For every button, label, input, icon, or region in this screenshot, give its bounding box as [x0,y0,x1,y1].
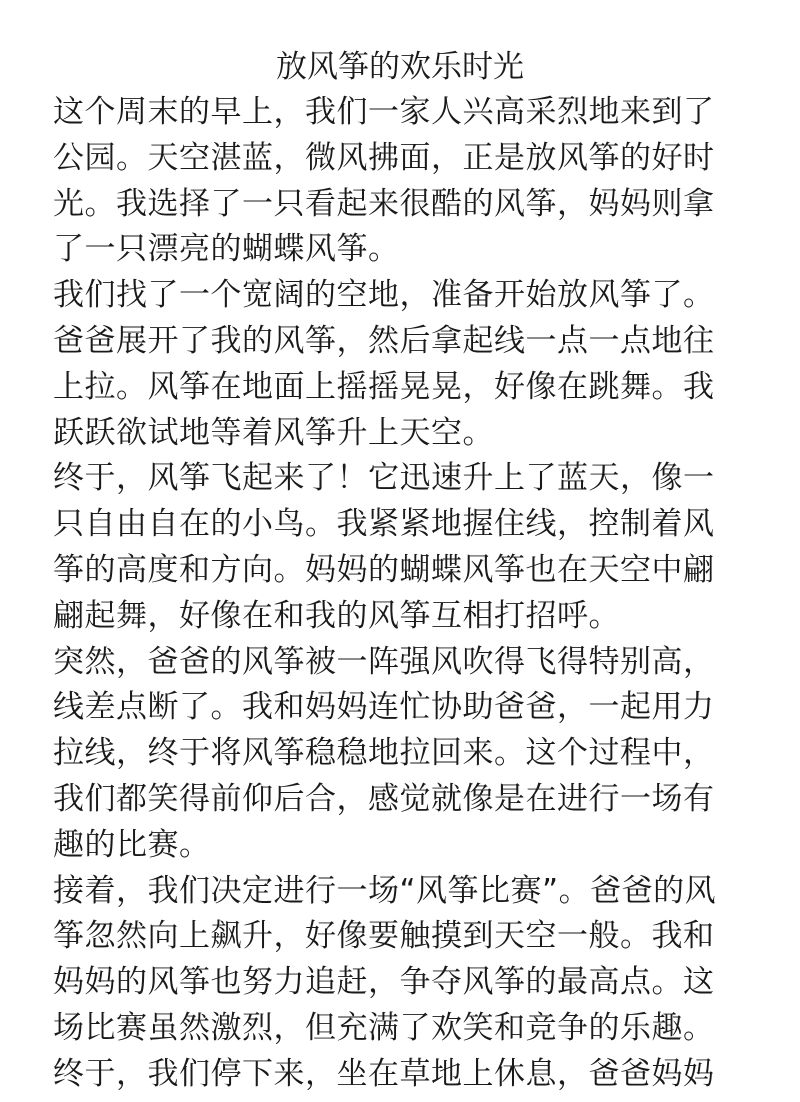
text-line: 公园。天空湛蓝，微风拂面，正是放风筝的好时 [53,139,715,176]
text-line: 上拉。风筝在地面上摇摇晃晃，好像在跳舞。我 [53,368,715,405]
text-line: 这个周末的早上，我们一家人兴高采烈地来到了 [53,94,715,130]
text-line: 筝忽然向上飙升，好像要触摸到天空一般。我和 [53,918,715,955]
text-line: 拉线，终于将风筝稳稳地拉回来。这个过程中， [53,735,715,772]
text-line-partial: 终于，我们停下来，坐在草地上休息，爸爸妈妈 [53,1055,715,1092]
text-line: 我们找了一个宽阔的空地，准备开始放风筝了。 [53,277,715,314]
text-line: 光。我选择了一只看起来很酷的风筝，妈妈则拿 [53,185,715,222]
text-line: 只自由自在的小鸟。我紧紧地握住线，控制着风 [53,506,715,543]
text-line: 妈妈的风筝也努力追赶，争夺风筝的最高点。这 [53,964,715,1001]
text-line: 突然，爸爸的风筝被一阵强风吹得飞得特别高， [53,643,715,680]
text-line: 接着，我们决定进行一场“风筝比赛”。爸爸的风 [53,872,717,909]
text-line: 我们都笑得前仰后合，感觉就像是在进行一场有 [53,780,715,817]
text-line: 趣的比赛。 [53,826,211,863]
text-line: 翩起舞，好像在和我的风筝互相打招呼。 [53,597,620,634]
document-title: 放风筝的欢乐时光 [276,49,524,85]
text-line: 终于，风筝飞起来了！它迅速升上了蓝天，像一 [53,460,715,497]
text-line: 跃跃欲试地等着风筝升上天空。 [53,414,494,451]
text-line: 爸爸展开了我的风筝，然后拿起线一点一点地往 [53,322,715,359]
text-line: 筝的高度和方向。妈妈的蝴蝶风筝也在天空中翩 [53,551,715,588]
text-line: 线差点断了。我和妈妈连忙协助爸爸，一起用力 [53,689,715,726]
text-line: 了一只漂亮的蝴蝶风筝。 [53,231,400,268]
essay-body [53,90,743,1098]
text-line: 场比赛虽然激烈，但充满了欢笑和竞争的乐趣。 [53,1009,715,1046]
